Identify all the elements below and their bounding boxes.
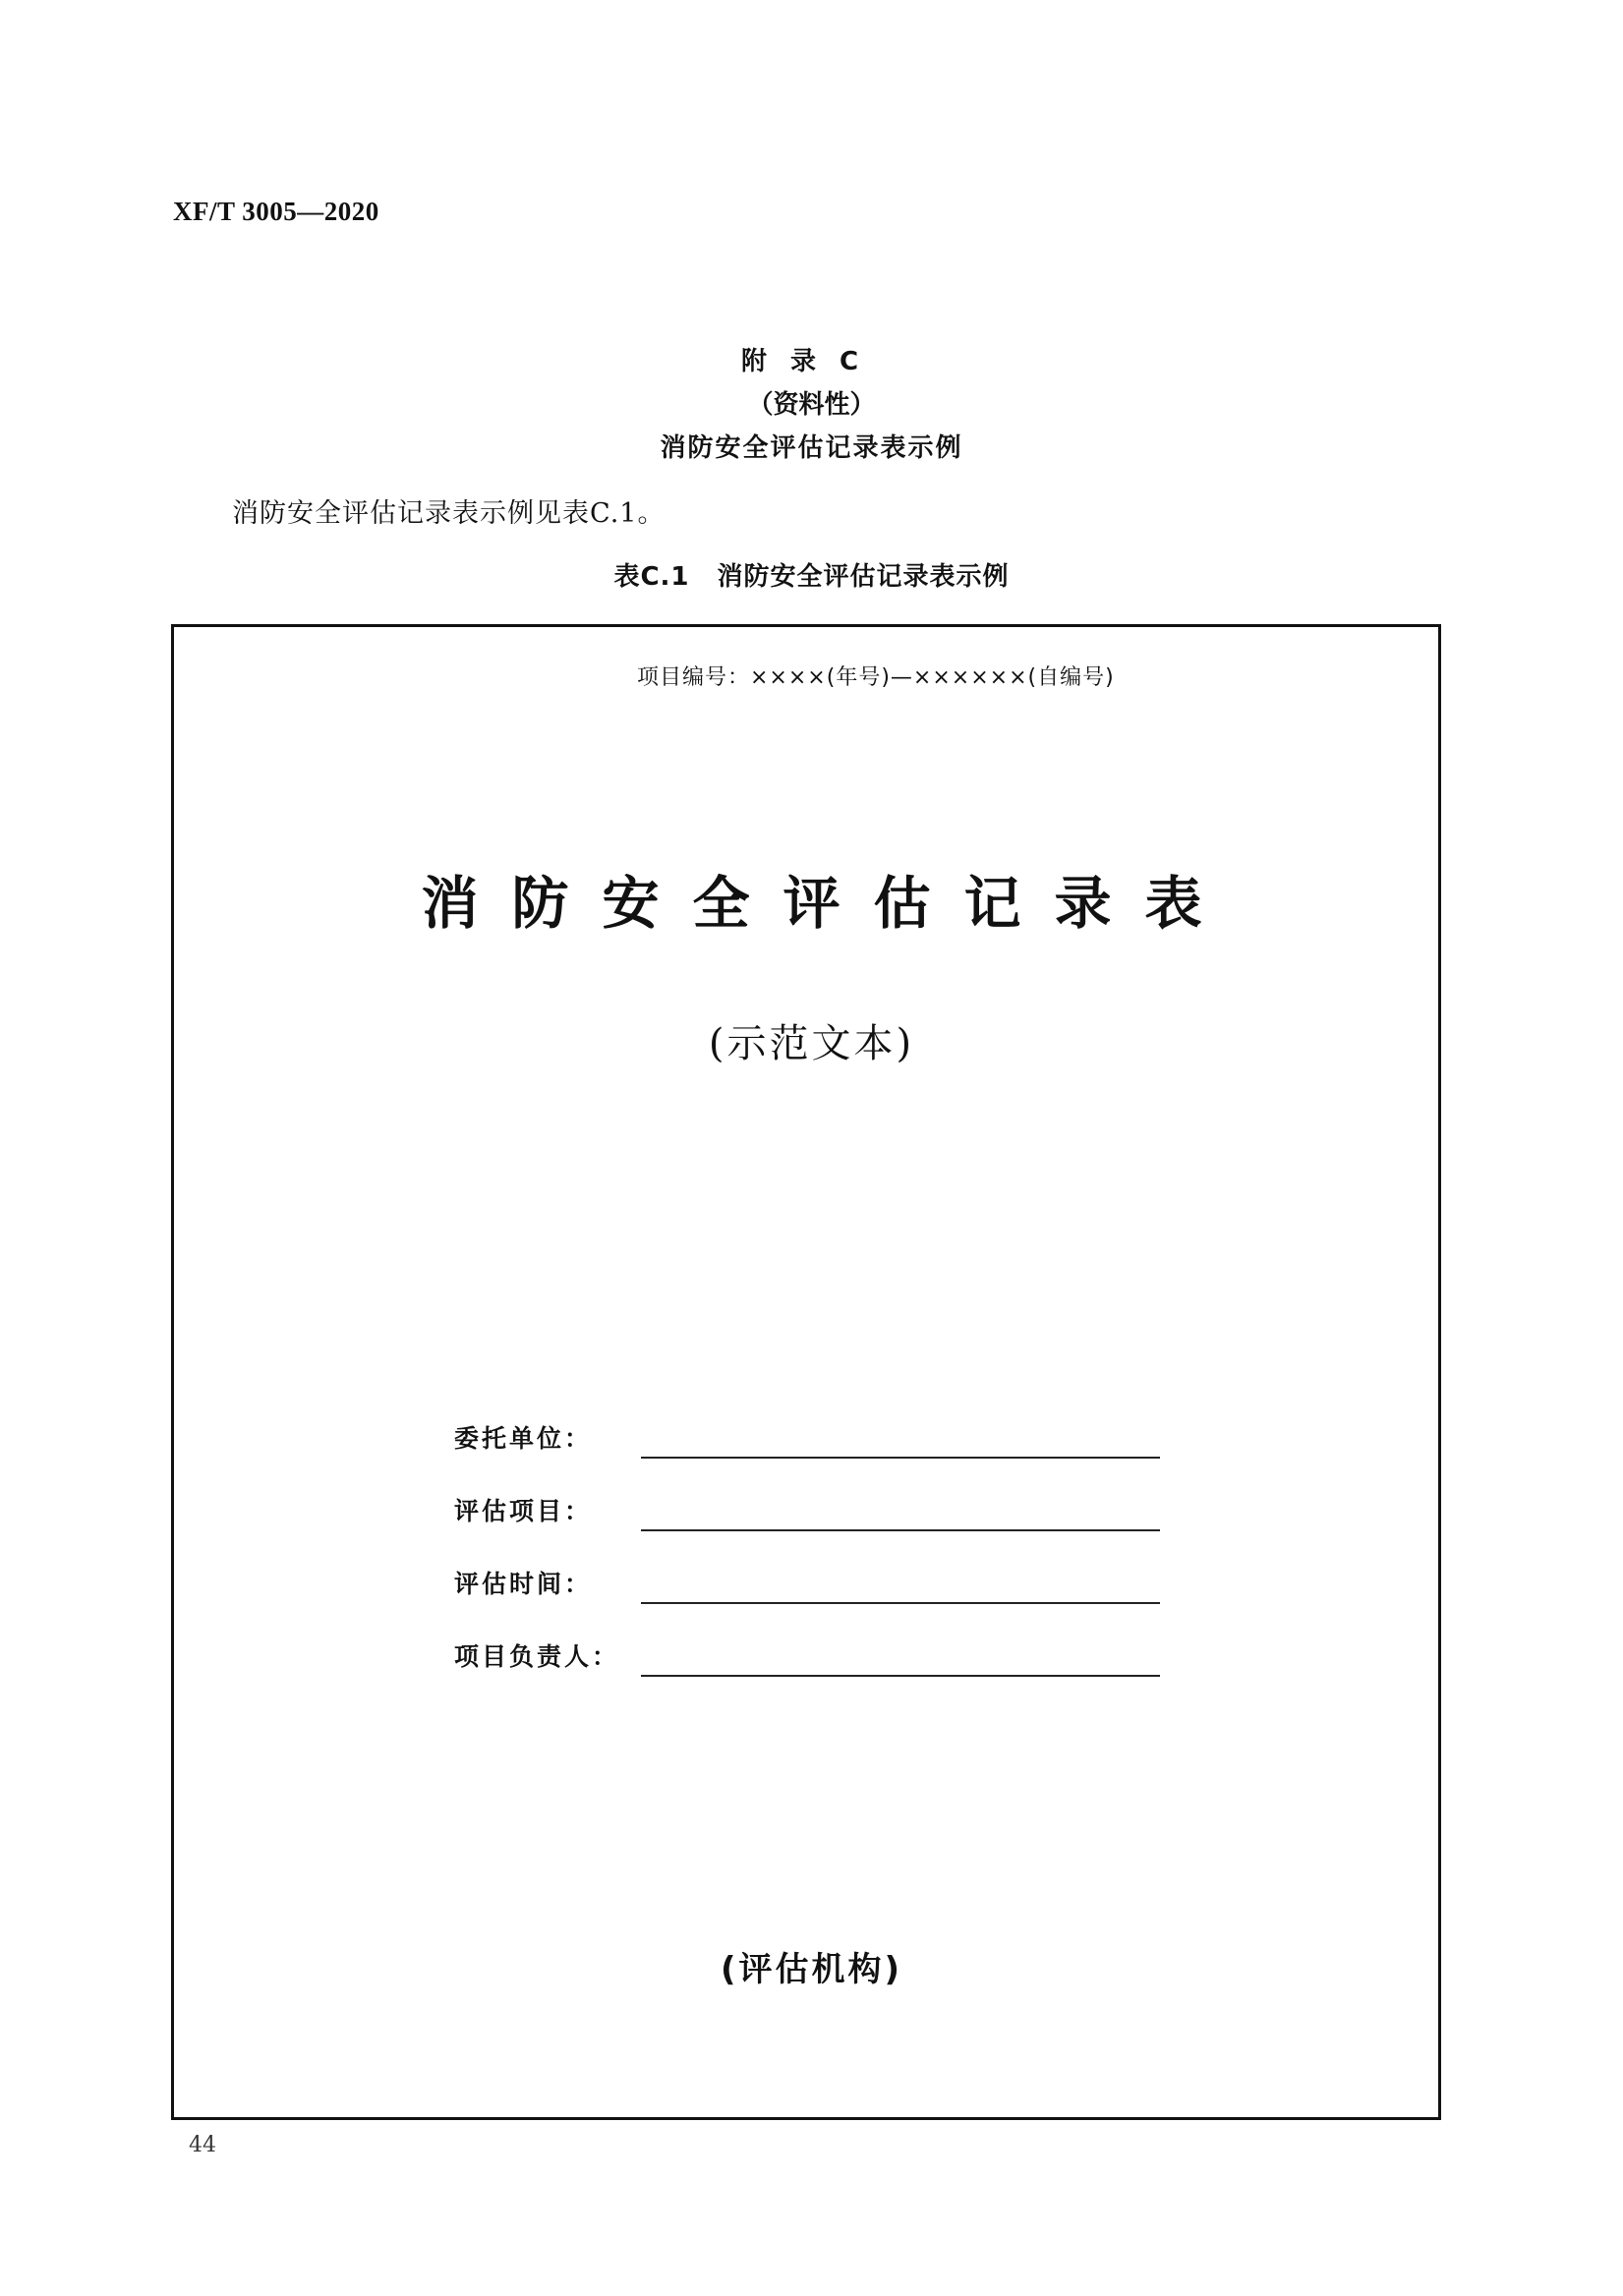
form-subtitle: (示范文本): [708, 1021, 915, 1066]
field-row-project: [454, 1492, 1162, 1531]
project-number: 项目编号：××××(年号)—××××××(自编号): [637, 665, 1115, 690]
form-frame: [171, 624, 1441, 2120]
field-label-leader: 项目负责人：: [454, 1642, 620, 1671]
field-line-project[interactable]: [641, 1529, 1160, 1531]
field-line-time[interactable]: [641, 1602, 1160, 1604]
appendix-title: 附录C: [740, 347, 883, 376]
field-label-time: 评估时间：: [454, 1570, 593, 1598]
intro-paragraph: 消防安全评估记录表示例见表C.1。: [232, 498, 666, 529]
field-row-leader: [454, 1637, 1162, 1677]
field-label-client: 委托单位：: [454, 1424, 593, 1453]
standard-code: XF/T 3005—2020: [173, 197, 379, 226]
field-label-project: 评估项目：: [454, 1497, 593, 1525]
field-line-leader[interactable]: [641, 1675, 1160, 1677]
appendix-type: （资料性）: [747, 390, 876, 420]
table-caption: [0, 556, 1623, 593]
field-line-client[interactable]: [641, 1457, 1160, 1459]
table-caption-number: 表C.1: [613, 562, 690, 592]
table-caption-title: 消防安全评估记录表示例: [717, 562, 1010, 592]
field-row-client: [454, 1419, 1162, 1459]
form-title: 消防安全评估记录表: [421, 870, 1236, 937]
evaluation-organization: (评估机构): [720, 1950, 903, 1989]
field-row-time: [454, 1565, 1162, 1604]
page-number: 44: [189, 2133, 216, 2157]
appendix-name: 消防安全评估记录表示例: [660, 433, 963, 463]
